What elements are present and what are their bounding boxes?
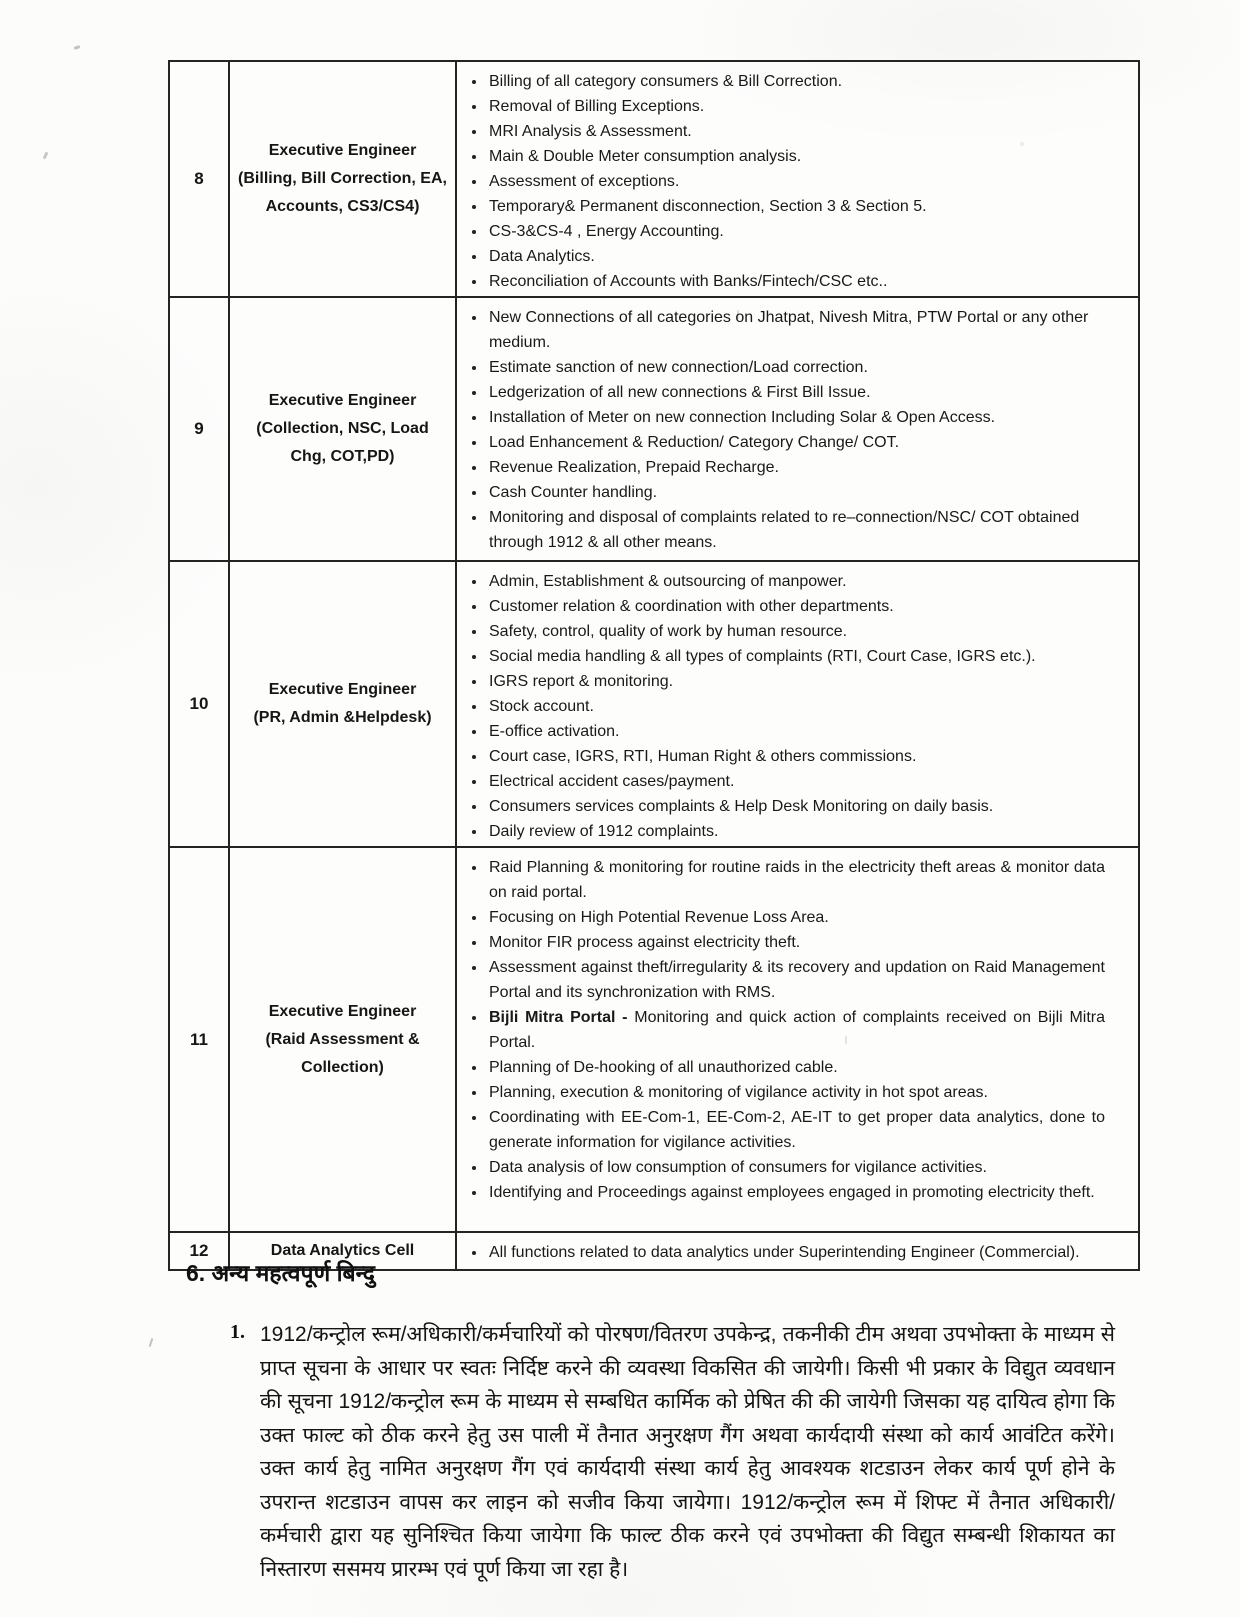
role-detail: (Billing, Bill Correction, EA, Accounts, CS3/CS4) bbox=[238, 170, 447, 215]
scan-artifact bbox=[149, 1338, 154, 1347]
role-name: Executive Engineer bbox=[268, 681, 417, 698]
duty-item: • Safety, control, quality of work by human resource. bbox=[487, 619, 1105, 644]
duty-list bbox=[457, 298, 1138, 557]
table-row-8 bbox=[170, 62, 1138, 298]
role-name: Data Analytics Cell bbox=[270, 1242, 415, 1259]
duty-item: • Revenue Realization, Prepaid Recharge. bbox=[487, 455, 1105, 480]
duty-list bbox=[457, 62, 1138, 296]
role-cell bbox=[230, 848, 457, 1231]
duty-item: • Cash Counter handling. bbox=[487, 480, 1105, 505]
duty-item: • Court case, IGRS, RTI, Human Right & others commissions. bbox=[487, 744, 1105, 769]
duty-list bbox=[457, 848, 1138, 1207]
duty-item: • Customer relation & coordination with other departments. bbox=[487, 594, 1105, 619]
role-detail: (Collection, NSC, Load Chg, COT,PD) bbox=[256, 420, 429, 465]
role-name: Executive Engineer bbox=[268, 1002, 417, 1020]
duty-item: • Bijli Mitra Portal - Monitoring and quick action of complaints received on Bijli Mitra Portal. bbox=[487, 1005, 1105, 1055]
duty-list bbox=[457, 1233, 1138, 1267]
role-detail: (Raid Assessment & Collection) bbox=[265, 1030, 420, 1076]
role-name: Executive Engineer bbox=[268, 142, 417, 159]
duty-item: • Data Analytics. bbox=[487, 244, 1105, 269]
duty-item: • Assessment of exceptions. bbox=[487, 169, 1105, 194]
duty-item: • Stock account. bbox=[487, 694, 1105, 719]
duty-item: • Temporary& Permanent disconnection, Section 3 & Section 5. bbox=[487, 194, 1105, 219]
scan-artifact bbox=[43, 152, 49, 160]
duties-cell bbox=[457, 562, 1138, 846]
duty-item: • Identifying and Proceedings against employees engaged in promoting electricity theft. bbox=[487, 1180, 1105, 1205]
duty-item: • Electrical accident cases/payment. bbox=[487, 769, 1105, 794]
duty-item: • E-office activation. bbox=[487, 719, 1105, 744]
duty-item: • Removal of Billing Exceptions. bbox=[487, 94, 1105, 119]
duty-item: • Ledgerization of all new connections & First Bill Issue. bbox=[487, 380, 1105, 405]
duties-table bbox=[168, 60, 1140, 1271]
duty-item: • IGRS report & monitoring. bbox=[487, 669, 1105, 694]
row-number-cell: 9 bbox=[170, 298, 230, 560]
duty-item: • Load Enhancement & Reduction/ Category Change/ COT. bbox=[487, 430, 1105, 455]
duty-item-bold-prefix: Bijli Mitra Portal - bbox=[489, 1009, 628, 1026]
duty-item: • Coordinating with EE-Com-1, EE-Com-2, AE-IT to get proper data analytics, done to generate information for vigilance activities. bbox=[487, 1105, 1105, 1155]
duty-item: • MRI Analysis & Assessment. bbox=[487, 119, 1105, 144]
duty-item: • Monitoring and disposal of complaints related to re–connection/NSC/ COT obtained through 1912 & all other means. bbox=[487, 505, 1105, 555]
duty-item: • Data analysis of low consumption of consumers for vigilance activities. bbox=[487, 1155, 1105, 1180]
role-cell bbox=[230, 62, 457, 296]
duties-cell bbox=[457, 298, 1138, 560]
role-cell bbox=[230, 562, 457, 846]
duties-cell bbox=[457, 1233, 1138, 1269]
duties-cell bbox=[457, 848, 1138, 1231]
duty-item: • All functions related to data analytics under Superintending Engineer (Commercial). bbox=[487, 1240, 1105, 1265]
note-number: 1. bbox=[230, 1321, 245, 1343]
row-number-cell: 12 bbox=[170, 1233, 230, 1269]
duty-item: • Estimate sanction of new connection/Load correction. bbox=[487, 355, 1105, 380]
role-cell bbox=[230, 298, 457, 560]
duty-item: • CS-3&CS-4 , Energy Accounting. bbox=[487, 219, 1105, 244]
note-text: 1912/कन्ट्रोल रूम/अधिकारी/कर्मचारियों को पोरषण/वितरण उपकेन्द्र, तकनीकी टीम अथवा उपभोक्ता के माध्यम से प्राप्त सूचना के आधार पर स्वतः निर्दिष्ट करने की व्यवस्था विकसित की जायेगी। किसी भी प्रकार के विद्युत व्यवधान की सूचना 1912/कन्ट्रोल रूम के माध्यम से सम्बधित कार्मिक को प्रेषित की की जायेगी जिसका यह दायित्व होगा कि उक्त फाल्ट को ठीक करने हेतु उस पाली में तैनात अनुरक्षण गैंग अथवा कार्यदायी संस्था को कार्य आवंटित करेंगे। उक्त कार्य हेतु नामित अनुरक्षण गैंग एवं कार्यदायी संस्था कार्य हेतु आवश्यक शटडाउन लेकर कार्य पूर्ण होने के उपरान्त शटडाउन वापस कर लाइन को सजीव किया जायेगा। 1912/कन्ट्रोल रूम में शिफ्ट में तैनात अधिकारी/कर्मचारी द्वारा यह सुनिश्चित किया जायेगा कि फाल्ट ठीक करने एवं उपभोक्ता की विद्युत सम्बन्धी शिकायत का निस्तारण ससमय प्रारम्भ एवं पूर्ण किया जा रहा है। bbox=[260, 1323, 1115, 1581]
duty-item: • Planning of De-hooking of all unauthorized cable. bbox=[487, 1055, 1105, 1080]
duties-cell bbox=[457, 62, 1138, 296]
duty-item: • New Connections of all categories on Jhatpat, Nivesh Mitra, PTW Portal or any other medium. bbox=[487, 305, 1105, 355]
duty-item: • Admin, Establishment & outsourcing of manpower. bbox=[487, 569, 1105, 594]
role-name: Executive Engineer bbox=[268, 392, 417, 409]
duty-item: • Daily review of 1912 complaints. bbox=[487, 819, 1105, 844]
scan-artifact bbox=[74, 45, 81, 50]
duty-item: • Planning, execution & monitoring of vigilance activity in hot spot areas. bbox=[487, 1080, 1105, 1105]
duty-item: • Focusing on High Potential Revenue Loss Area. bbox=[487, 905, 1105, 930]
duty-item: • Billing of all category consumers & Bill Correction. bbox=[487, 69, 1105, 94]
note-item-1 bbox=[230, 1318, 1115, 1586]
duty-item: • Raid Planning & monitoring for routine raids in the electricity theft areas & monitor data on raid portal. bbox=[487, 855, 1105, 905]
duty-item: • Reconciliation of Accounts with Banks/Fintech/CSC etc.. bbox=[487, 269, 1105, 294]
duty-item: • Consumers services complaints & Help Desk Monitoring on daily basis. bbox=[487, 794, 1105, 819]
duty-item: • Monitor FIR process against electricity theft. bbox=[487, 930, 1105, 955]
duty-item: • Installation of Meter on new connection Including Solar & Open Access. bbox=[487, 405, 1105, 430]
section-heading: 6. अन्य महत्वपूर्ण बिन्दु bbox=[186, 1260, 376, 1286]
row-number-cell: 10 bbox=[170, 562, 230, 846]
role-detail: (PR, Admin &Helpdesk) bbox=[253, 709, 432, 726]
table-row-9 bbox=[170, 298, 1138, 562]
table-row-10 bbox=[170, 562, 1138, 848]
table-row-11 bbox=[170, 848, 1138, 1233]
duty-list bbox=[457, 562, 1138, 846]
duty-item: • Assessment against theft/irregularity & its recovery and updation on Raid Management Portal and its synchronization with RMS. bbox=[487, 955, 1105, 1005]
row-number-cell: 11 bbox=[170, 848, 230, 1231]
duty-item: • Social media handling & all types of complaints (RTI, Court Case, IGRS etc.). bbox=[487, 644, 1105, 669]
duty-item: • Main & Double Meter consumption analysis. bbox=[487, 144, 1105, 169]
row-number-cell: 8 bbox=[170, 62, 230, 296]
